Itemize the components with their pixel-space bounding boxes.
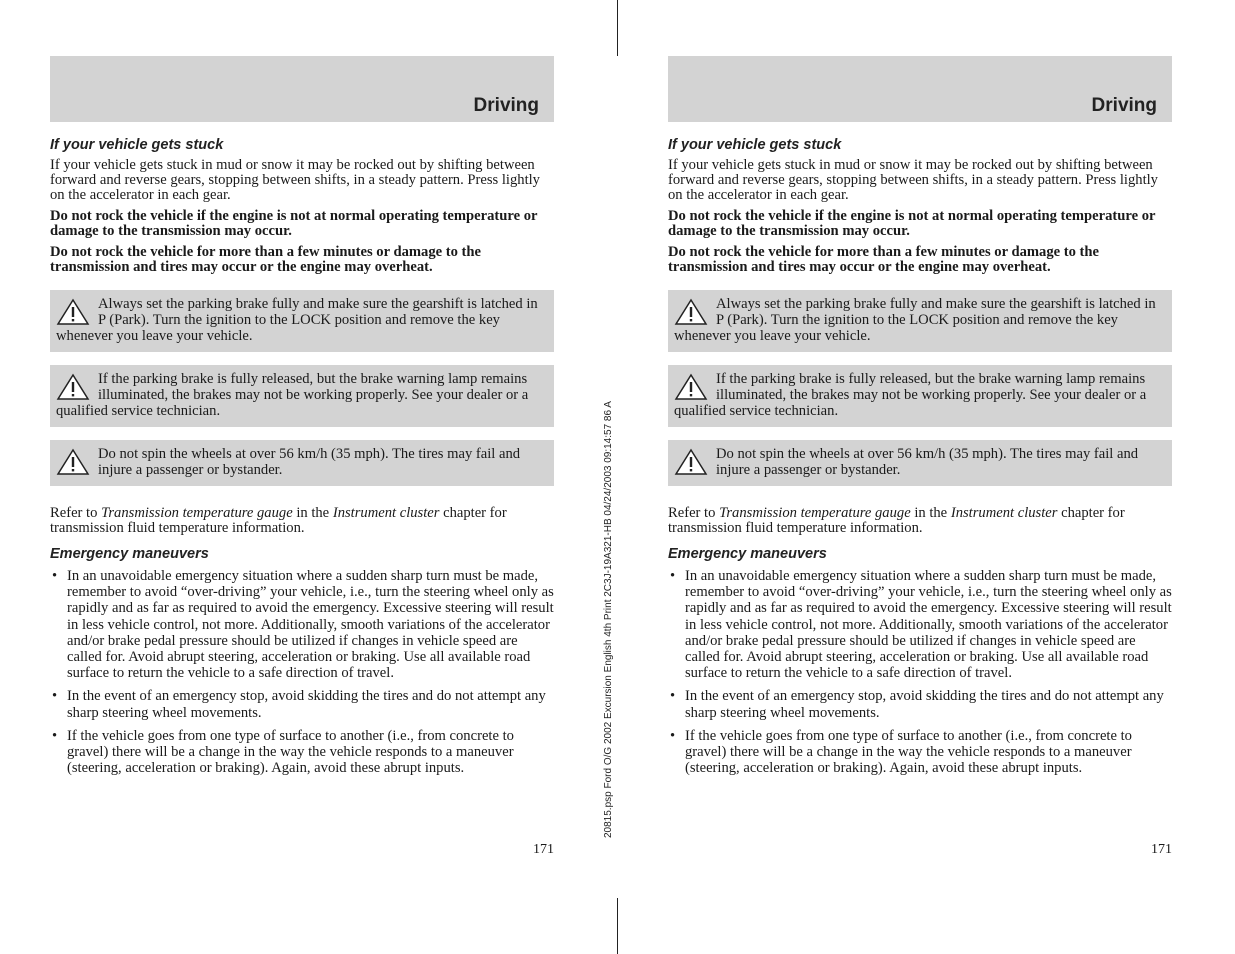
bullet: • [52,688,58,705]
list-item-text: In the event of an emergency stop, avoid skidding the tires and do not attempt any sharp steering wheel movements. [67,688,546,721]
list-item [50,688,554,720]
bullet: • [52,568,58,584]
warning-box-brake-lamp [50,365,554,427]
refer-suffix: chapter for transmission fluid temperature information. [668,505,1125,536]
header-title: Driving [473,95,539,116]
stuck-warning-2: Do not rock the vehicle for more than a few minutes or damage to the transmission and tires may occur or the engine may overheat. [50,244,481,275]
warning-text: Do not spin the wheels at over 56 km/h (35 mph). The tires may fail and injure a passenger or bystander. [716,446,1139,478]
refer-gauge: Transmission temperature gauge [719,505,911,521]
heading-stuck: If your vehicle gets stuck [50,137,224,153]
list-item-text: In an unavoidable emergency situation where a sudden sharp turn must be made, remember to avoid “over-driving” your vehicle, i.e., turn the steering wheel only as rapidly and as far as required to avoid the emergency. Excessive steering will result in less vehicle control, not more. Additionally, smooth variations of the accelerator and/or brake pedal pressure should be utilized if changes in vehicle speed are called for. Avoid abrupt steering, acceleration or braking. Use all available road surface to return the vehicle to a safe direction of travel. [685,568,1172,682]
refer-cluster: Instrument cluster [950,505,1058,521]
warning-triangle-icon [674,373,708,403]
header-title: Driving [1091,95,1157,116]
refer-middle: in the [910,505,951,521]
list-item-text: In an unavoidable emergency situation where a sudden sharp turn must be made, remember to avoid “over-driving” your vehicle, i.e., turn the steering wheel only as rapidly and as far as required to avoid the emergency. Excessive steering will result in less vehicle control, not more. Additionally, smooth variations of the accelerator and/or brake pedal pressure should be utilized if changes in vehicle speed are called for. Avoid abrupt steering, acceleration or braking. Use all available road surface to return the vehicle to a safe direction of travel. [67,568,554,682]
refer-suffix: chapter for transmission fluid temperature information. [50,505,507,536]
warning-text: If the parking brake is fully released, but the brake warning lamp remains illuminated, the brakes may not be working properly. See your dealer or a qualified service technician. [56,371,529,419]
list-item [668,728,1172,777]
stuck-warning-1: Do not rock the vehicle if the engine is not at normal operating temperature or damage to the transmission may occur. [50,208,538,239]
list-item-text: In the event of an emergency stop, avoid skidding the tires and do not attempt any sharp steering wheel movements. [685,688,1164,721]
warning-triangle-icon [674,298,708,328]
bullet: • [670,688,676,705]
page-right [668,56,1172,857]
warning-triangle-icon [56,298,90,328]
list-item [50,568,554,681]
bullet: • [670,727,676,744]
crop-mark-top [617,0,618,56]
stuck-body: If your vehicle gets stuck in mud or snow it may be rocked out by shifting between forward and reverse gears, stopping between shifts, in a steady pattern. Press lightly on the accelerator in each gear. [50,157,540,203]
warning-box-spin [50,440,554,486]
page-number: 171 [1151,842,1172,857]
refer-cluster: Instrument cluster [332,505,440,521]
emergency-list [50,568,554,776]
list-item [50,728,554,777]
page-header [668,56,1172,122]
warning-text: Always set the parking brake fully and make sure the gearshift is latched in P (Park). Turn the ignition to the LOCK position and remove the key whenever you leave your vehicle. [674,296,1156,344]
bullet: • [52,727,58,744]
list-item-text: If the vehicle goes from one type of surface to another (i.e., from concrete to gravel) there will be a change in the way the vehicle responds to a maneuver (steering, acceleration or braking). Again, avoid these abrupt inputs. [67,727,514,777]
warning-box-parking [50,290,554,352]
refer-paragraph [668,506,1172,536]
warning-triangle-icon [56,373,90,403]
heading-stuck: If your vehicle gets stuck [668,137,842,153]
refer-paragraph [50,506,554,536]
heading-emergency: Emergency maneuvers [668,546,827,562]
refer-prefix: Refer to [50,505,102,521]
warning-text: If the parking brake is fully released, but the brake warning lamp remains illuminated, the brakes may not be working properly. See your dealer or a qualified service technician. [674,371,1147,419]
stuck-body: If your vehicle gets stuck in mud or snow it may be rocked out by shifting between forward and reverse gears, stopping between shifts, in a steady pattern. Press lightly on the accelerator in each gear. [668,157,1158,203]
list-item [668,688,1172,720]
warning-text: Always set the parking brake fully and make sure the gearshift is latched in P (Park). Turn the ignition to the LOCK position and remove the key whenever you leave your vehicle. [56,296,538,344]
refer-gauge: Transmission temperature gauge [101,505,293,521]
bullet: • [670,568,676,584]
warning-text: Do not spin the wheels at over 56 km/h (35 mph). The tires may fail and injure a passenger or bystander. [98,446,521,478]
crop-mark-bottom [617,898,618,954]
page-number: 171 [533,842,554,857]
heading-emergency: Emergency maneuvers [50,546,209,562]
list-item-text: If the vehicle goes from one type of surface to another (i.e., from concrete to gravel) there will be a change in the way the vehicle responds to a maneuver (steering, acceleration or braking). Again, avoid these abrupt inputs. [685,727,1132,777]
page-header [50,56,554,122]
warning-triangle-icon [674,448,708,478]
page-left [50,56,554,857]
warning-box-spin [668,440,1172,486]
warning-box-brake-lamp [668,365,1172,427]
warning-box-parking [668,290,1172,352]
stuck-warning-2: Do not rock the vehicle for more than a few minutes or damage to the transmission and tires may occur or the engine may overheat. [668,244,1099,275]
print-slug: 20815.psp Ford O/G 2002 Excursion English 4th Print 2C3J-19A321-HB 04/24/2003 09:14:57 86 A [603,401,614,838]
refer-middle: in the [292,505,333,521]
list-item [668,568,1172,681]
emergency-list [668,568,1172,776]
warning-triangle-icon [56,448,90,478]
refer-prefix: Refer to [668,505,720,521]
stuck-warning-1: Do not rock the vehicle if the engine is not at normal operating temperature or damage to the transmission may occur. [668,208,1156,239]
